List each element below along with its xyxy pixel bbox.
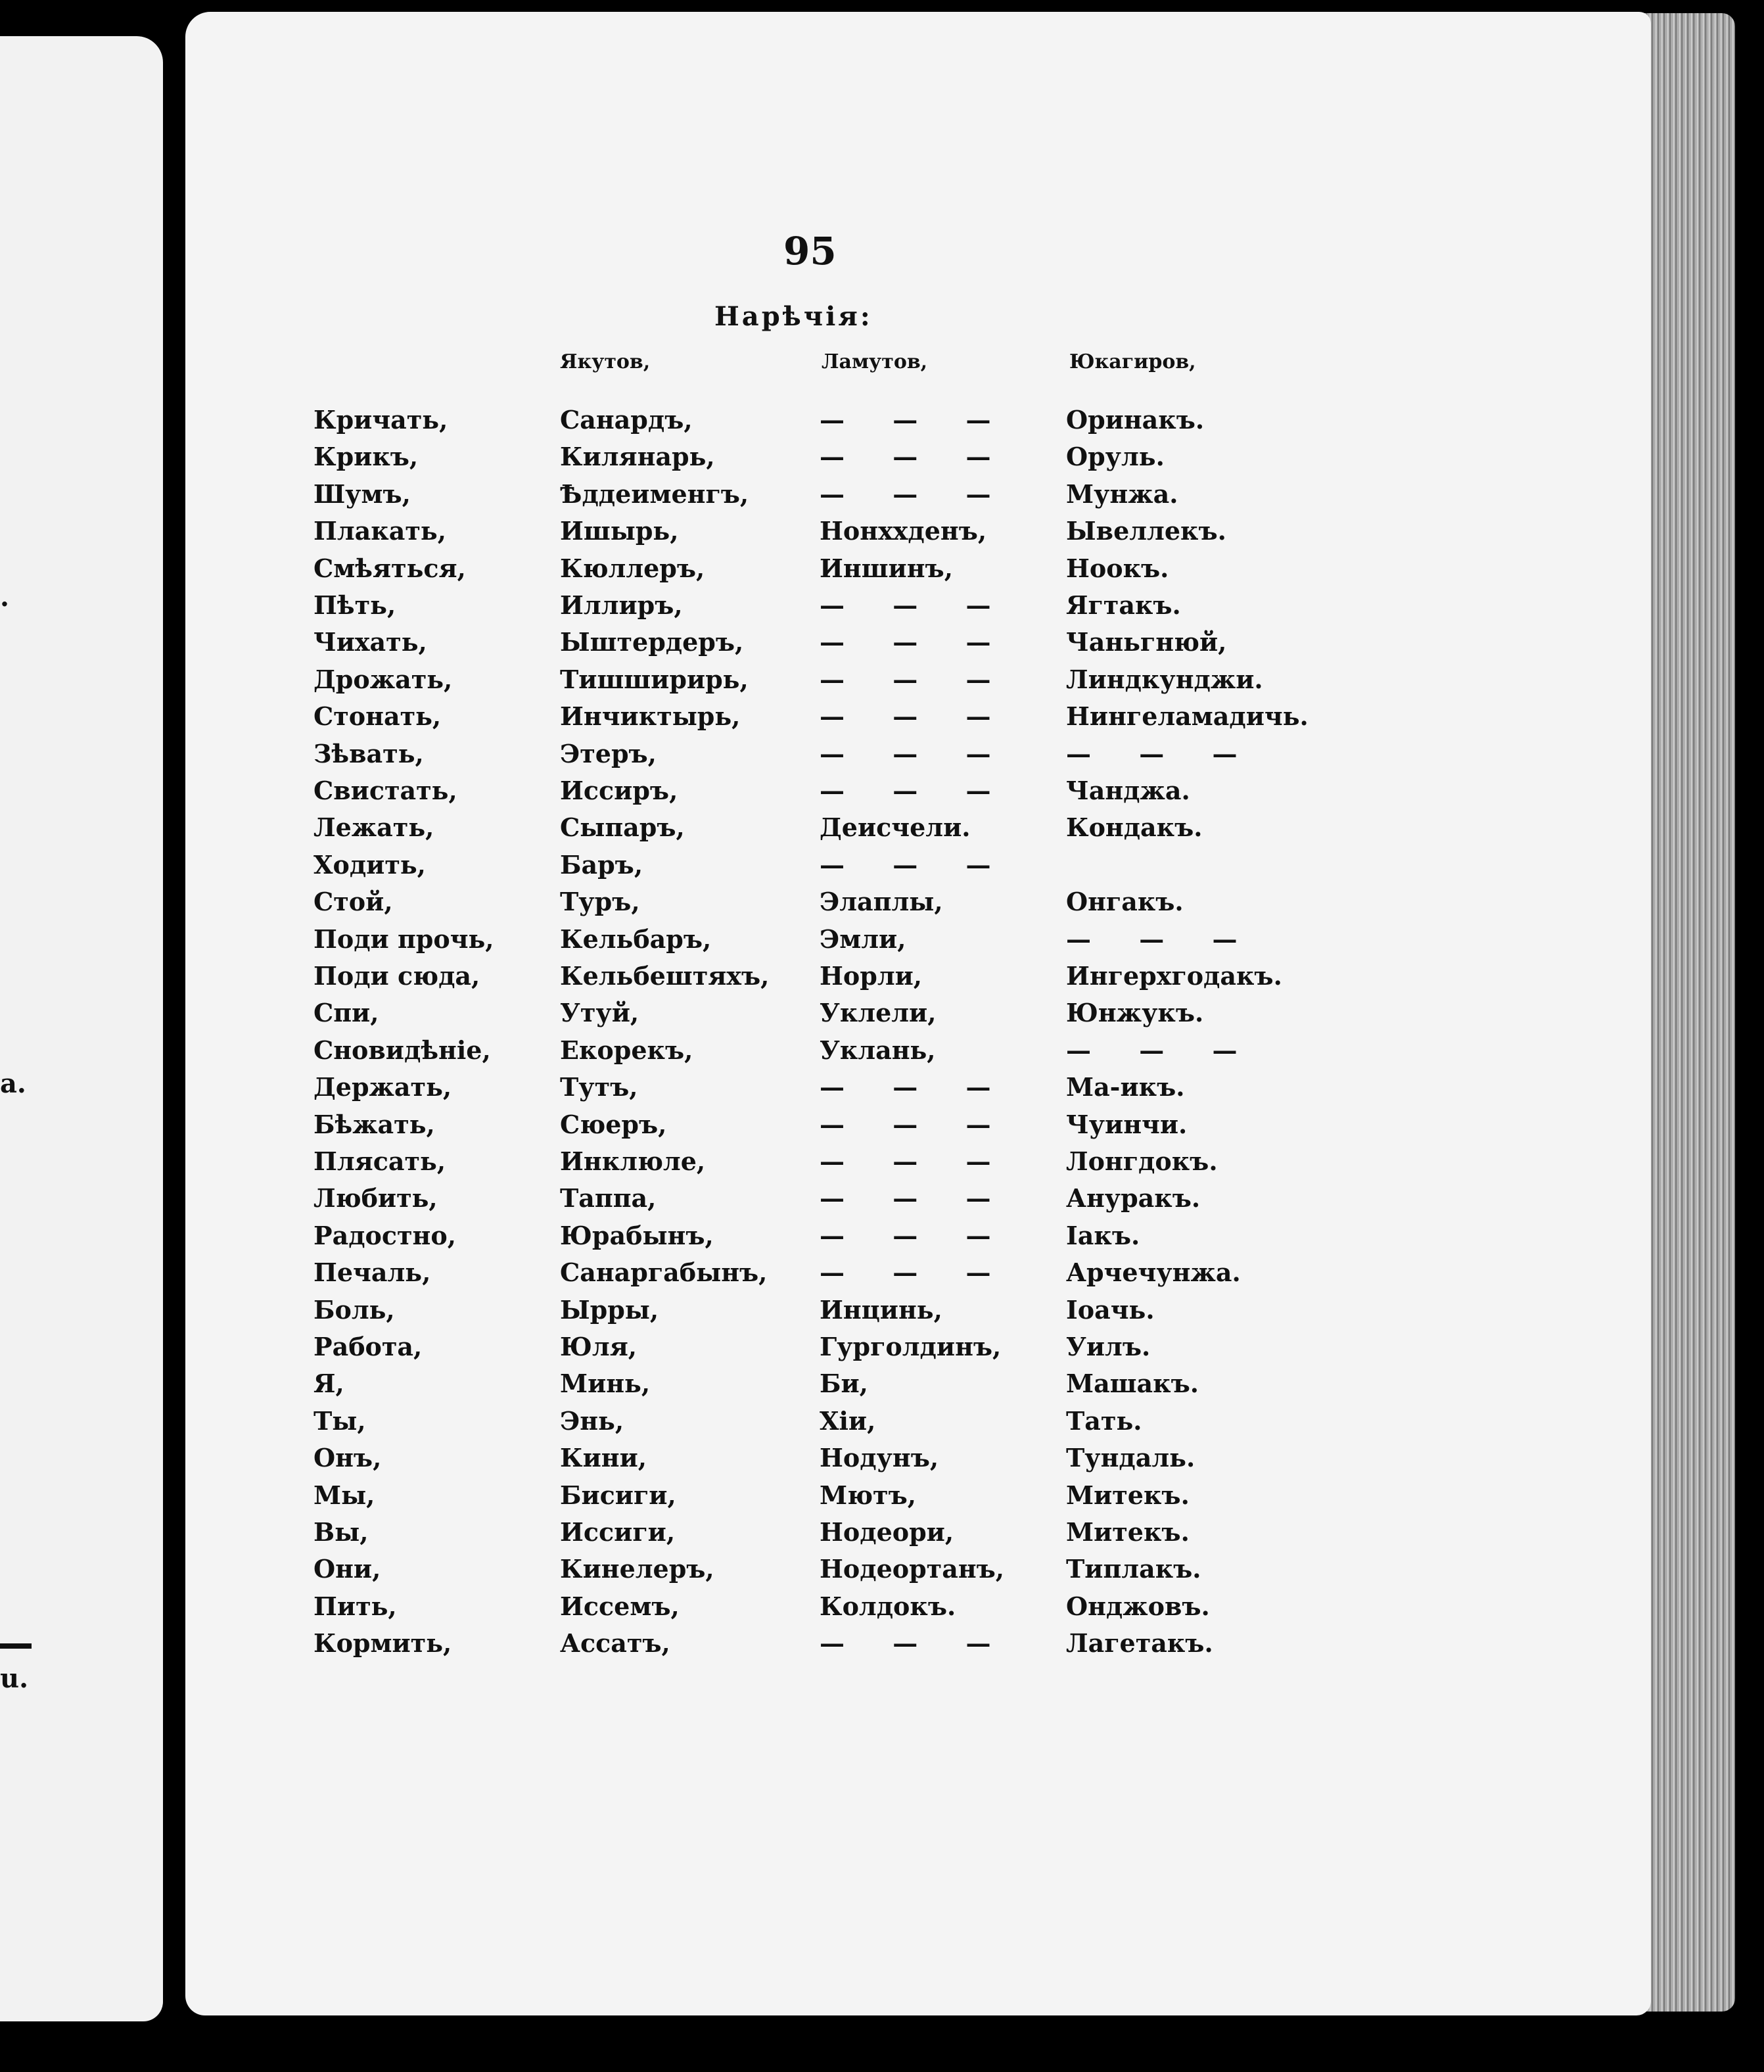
word-russian: Спи, (313, 998, 379, 1028)
word-russian: Радостно, (313, 1220, 456, 1250)
word-lamut: — — — (820, 479, 1011, 509)
word-russian: Держать, (313, 1072, 452, 1102)
word-russian: Плакать, (313, 516, 446, 546)
word-yukagir: Кондакъ. (1066, 812, 1203, 843)
column-header-lamut: Ламутов, (822, 350, 928, 373)
word-yakut: Екорекъ, (560, 1035, 693, 1065)
word-yakut: Инчиктырь, (560, 701, 741, 732)
word-yakut: Иллиръ, (560, 590, 683, 620)
word-russian: Ты, (313, 1405, 366, 1436)
book-page (185, 12, 1651, 2015)
facing-page-fragment: . (0, 582, 9, 613)
word-lamut: — — — (820, 1183, 1011, 1213)
word-yukagir: Типлакъ. (1066, 1554, 1201, 1584)
word-yukagir: Арчечунжа. (1066, 1258, 1241, 1288)
word-russian: Стой, (313, 887, 393, 917)
word-yakut: Ыштердеръ, (560, 627, 744, 657)
word-russian: Плясать, (313, 1146, 446, 1176)
word-lamut: Колдокъ. (820, 1591, 956, 1621)
word-yukagir: Іоачь. (1066, 1294, 1155, 1325)
vocabulary-row (185, 1221, 1651, 1258)
word-lamut: — — — (820, 664, 1011, 694)
word-yakut: Минь, (560, 1369, 651, 1399)
word-yukagir: Митекъ. (1066, 1480, 1190, 1510)
word-yakut: Килянарь, (560, 442, 715, 472)
word-lamut: Нонххденъ, (820, 516, 987, 546)
word-lamut: Норли, (820, 961, 923, 991)
word-russian: Ходить, (313, 849, 426, 880)
vocabulary-row (185, 1443, 1651, 1480)
word-yukagir: Мунжа. (1066, 479, 1178, 509)
word-russian: Они, (313, 1554, 381, 1584)
word-yakut: Утуй, (560, 998, 639, 1028)
word-yakut: Сюеръ, (560, 1109, 667, 1139)
word-lamut: — — — (820, 442, 1011, 472)
word-yakut: Юрабынъ, (560, 1220, 714, 1250)
vocabulary-row (185, 1295, 1651, 1332)
word-lamut: Нодеортанъ, (820, 1554, 1005, 1584)
facing-page-fragment: u. (0, 1663, 29, 1694)
word-yakut: Бисиги, (560, 1480, 676, 1510)
word-yukagir: Чуинчи. (1066, 1109, 1188, 1139)
word-lamut: Нодеори, (820, 1517, 954, 1547)
word-yakut: Кельбештяхъ, (560, 961, 770, 991)
word-yakut: Кельбаръ, (560, 924, 712, 954)
word-lamut: Инцинь, (820, 1294, 942, 1325)
word-yukagir: Тать. (1066, 1405, 1142, 1436)
word-lamut: Мютъ, (820, 1480, 916, 1510)
column-header-yakut: Якутов, (560, 350, 651, 373)
word-russian: Кормить, (313, 1628, 452, 1659)
vocabulary-row (185, 1517, 1651, 1554)
word-lamut: — — — (820, 776, 1011, 805)
word-russian: Пѣть, (313, 590, 396, 620)
vocabulary-row (185, 924, 1651, 961)
facing-page-fragment: a. (0, 1068, 26, 1099)
vocabulary-row (185, 812, 1651, 849)
vocabulary-row (185, 665, 1651, 701)
vocabulary-row (185, 1591, 1651, 1628)
word-yukagir: Уилъ. (1066, 1332, 1151, 1361)
word-russian: Зѣвать, (313, 738, 424, 768)
word-lamut: Уклань, (820, 1035, 936, 1065)
word-russian: Пить, (313, 1591, 397, 1621)
word-yakut: Тишширирь, (560, 664, 749, 694)
word-yakut: Сыпаръ, (560, 812, 685, 843)
word-lamut: Гурголдинъ, (820, 1332, 1002, 1361)
page-number: 95 (783, 229, 837, 273)
word-lamut: Нодунъ, (820, 1443, 939, 1473)
word-lamut: Уклели, (820, 998, 937, 1028)
word-yukagir: — — — (1066, 924, 1257, 954)
vocabulary-row (185, 1480, 1651, 1517)
word-yakut: Баръ, (560, 849, 643, 880)
vocabulary-row (185, 516, 1651, 553)
word-yukagir: Чаньгнюй, (1066, 627, 1227, 657)
vocabulary-row (185, 1258, 1651, 1294)
word-russian: Шумъ, (313, 479, 411, 509)
vocabulary-row (185, 1183, 1651, 1220)
word-yukagir: Ингерхгодакъ. (1066, 961, 1282, 991)
word-yukagir: — — — (1066, 1035, 1257, 1065)
word-yukagir: Ануракъ. (1066, 1183, 1201, 1213)
word-yakut: Кини, (560, 1443, 647, 1473)
word-yukagir: Чанджа. (1066, 776, 1190, 805)
word-yukagir: Линдкунджи. (1066, 664, 1263, 694)
word-yakut: Иссиръ, (560, 776, 678, 805)
word-lamut: — — — (820, 1628, 1011, 1659)
word-lamut: — — — (820, 1220, 1011, 1250)
vocabulary-row (185, 961, 1651, 998)
word-yukagir: Ывеллекъ. (1066, 516, 1226, 546)
word-lamut: — — — (820, 405, 1011, 435)
word-russian: Боль, (313, 1294, 395, 1325)
vocabulary-row (185, 1035, 1651, 1072)
vocabulary-row (185, 776, 1651, 812)
word-yakut: Юля, (560, 1332, 638, 1361)
word-yakut: Этеръ, (560, 738, 657, 768)
vocabulary-row (185, 739, 1651, 776)
word-lamut: Иншинъ, (820, 553, 953, 583)
word-russian: Онъ, (313, 1443, 382, 1473)
word-lamut: — — — (820, 1072, 1011, 1102)
vocabulary-row (185, 1554, 1651, 1591)
vocabulary-row (185, 1110, 1651, 1146)
word-yakut: Ассатъ, (560, 1628, 670, 1659)
word-russian: Лежать, (313, 812, 434, 843)
word-russian: Поди прочь, (313, 924, 494, 954)
word-russian: Крикъ, (313, 442, 419, 472)
word-lamut: — — — (820, 849, 1011, 880)
vocabulary-row (185, 701, 1651, 738)
word-russian: Сновидѣніе, (313, 1035, 491, 1065)
word-lamut: Эмли, (820, 924, 906, 954)
word-yakut: Тутъ, (560, 1072, 638, 1102)
word-lamut: — — — (820, 627, 1011, 657)
word-lamut: — — — (820, 1258, 1011, 1288)
vocabulary-row (185, 1332, 1651, 1369)
word-lamut: — — — (820, 590, 1011, 620)
vocabulary-row (185, 850, 1651, 887)
word-lamut: — — — (820, 1146, 1011, 1176)
vocabulary-row (185, 442, 1651, 479)
word-yukagir: Ноокъ. (1066, 553, 1169, 583)
word-yakut: Иссиги, (560, 1517, 676, 1547)
page-edges (1636, 13, 1735, 2012)
word-yakut: Кюллеръ, (560, 553, 705, 583)
word-yukagir: Іакъ. (1066, 1220, 1140, 1250)
word-yukagir: Лагетакъ. (1066, 1628, 1213, 1659)
word-yukagir: Машакъ. (1066, 1369, 1199, 1399)
word-yukagir: Онджовъ. (1066, 1591, 1210, 1621)
word-yukagir: Лонгдокъ. (1066, 1146, 1218, 1176)
vocabulary-row (185, 1369, 1651, 1405)
word-yakut: Санардъ, (560, 405, 693, 435)
word-yakut: Ишырь, (560, 516, 679, 546)
word-russian: Свистать, (313, 776, 457, 805)
word-yukagir: Онгакъ. (1066, 887, 1184, 917)
word-yukagir: Ягтакъ. (1066, 590, 1181, 620)
word-yukagir: Нингеламадичь. (1066, 701, 1309, 732)
word-yukagir: Митекъ. (1066, 1517, 1190, 1547)
word-yakut: Иссемъ, (560, 1591, 680, 1621)
vocabulary-row (185, 998, 1651, 1035)
word-russian: Чихать, (313, 627, 427, 657)
word-russian: Смѣяться, (313, 553, 466, 583)
word-russian: Работа, (313, 1332, 423, 1361)
word-yukagir: Тундаль. (1066, 1443, 1195, 1473)
vocabulary-row (185, 1406, 1651, 1443)
word-russian: Мы, (313, 1480, 375, 1510)
vocabulary-row (185, 1072, 1651, 1109)
vocabulary-row (185, 479, 1651, 516)
word-russian: Дрожать, (313, 664, 453, 694)
word-yakut: Санаргабынъ, (560, 1258, 768, 1288)
word-yakut: Энь, (560, 1405, 624, 1436)
word-yakut: Ырры, (560, 1294, 659, 1325)
word-lamut: — — — (820, 1109, 1011, 1139)
word-russian: Любить, (313, 1183, 438, 1213)
word-lamut: Элаплы, (820, 887, 943, 917)
word-lamut: — — — (820, 701, 1011, 732)
word-russian: Я, (313, 1369, 344, 1399)
vocabulary-row (185, 590, 1651, 627)
word-yukagir: Оруль. (1066, 442, 1165, 472)
word-russian: Поди сюда, (313, 961, 480, 991)
vocabulary-row (185, 887, 1651, 924)
word-yakut: Туръ, (560, 887, 640, 917)
word-lamut: Деисчели. (820, 812, 971, 843)
vocabulary-row (185, 553, 1651, 590)
vocabulary-row (185, 627, 1651, 664)
vocabulary-row (185, 1628, 1651, 1665)
word-yakut: Таппа, (560, 1183, 657, 1213)
word-yukagir: Оринакъ. (1066, 405, 1205, 435)
word-yakut: Инклюле, (560, 1146, 706, 1176)
facing-page-rule (0, 1643, 32, 1649)
facing-page (0, 36, 163, 2021)
word-russian: Стонать, (313, 701, 442, 732)
word-yakut: Ѣддеименгъ, (560, 479, 749, 509)
page-title: Нарѣчія: (714, 301, 873, 332)
word-russian: Вы, (313, 1517, 369, 1547)
word-russian: Бѣжать, (313, 1109, 435, 1139)
column-header-yukagir: Юкагиров, (1069, 350, 1196, 373)
word-yukagir: Юнжукъ. (1066, 998, 1204, 1028)
word-yukagir: — — — (1066, 738, 1257, 768)
word-lamut: Би, (820, 1369, 868, 1399)
word-lamut: — — — (820, 738, 1011, 768)
word-russian: Печаль, (313, 1258, 431, 1288)
word-yukagir: Ма-икъ. (1066, 1072, 1185, 1102)
vocabulary-row (185, 405, 1651, 442)
vocabulary-row (185, 1146, 1651, 1183)
word-yakut: Кинелеръ, (560, 1554, 714, 1584)
word-russian: Кричать, (313, 405, 448, 435)
word-lamut: Хіи, (820, 1405, 876, 1436)
